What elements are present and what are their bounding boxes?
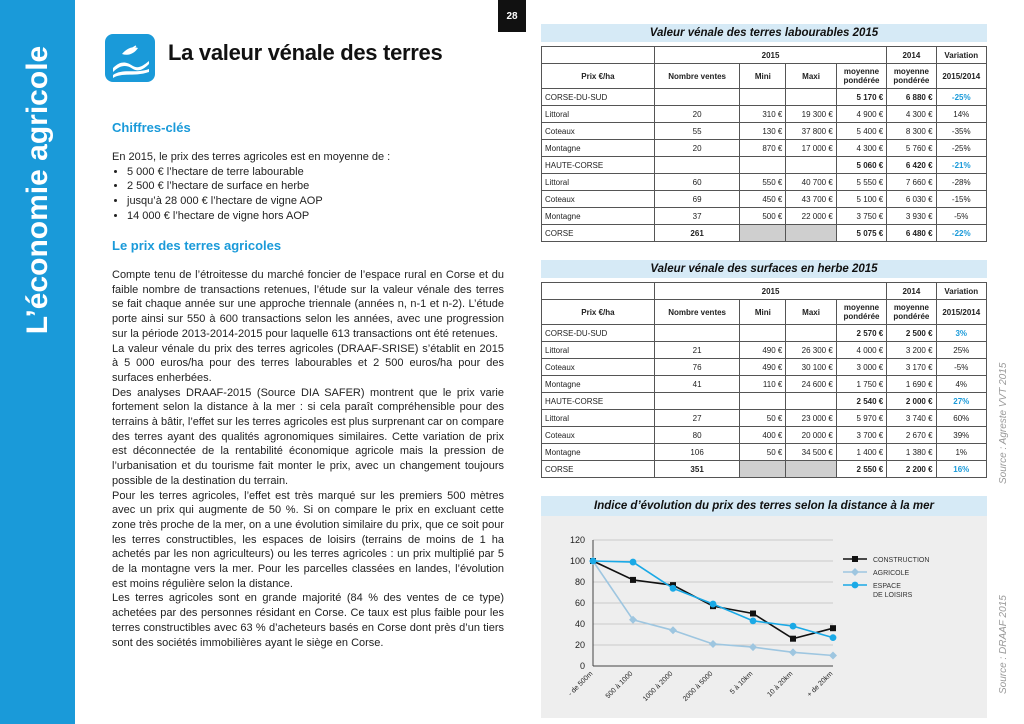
cell-moyenne-2014: 1 690 € (887, 376, 936, 393)
cell-moyenne-2015: 5 400 € (836, 123, 886, 140)
header-maxi: Maxi (786, 64, 836, 89)
cell-maxi (786, 393, 836, 410)
source-chart: Source : DRAAF 2015 (998, 595, 1009, 694)
header-2015: 2015 (654, 283, 886, 300)
key-figure-item: • 5 000 € l’hectare de terre labourable (127, 165, 504, 180)
cell-moyenne-2015: 5 550 € (836, 174, 886, 191)
cell-mini (740, 325, 786, 342)
cell-moyenne-2015: 5 100 € (836, 191, 886, 208)
legend-label: AGRICOLE (873, 570, 910, 577)
data-point (710, 601, 717, 608)
data-point (709, 640, 717, 648)
cell-mini: 500 € (740, 208, 786, 225)
cell-mini: 130 € (740, 123, 786, 140)
data-point (630, 577, 636, 583)
sidebar (0, 0, 75, 724)
cell-variation: -21% (936, 157, 986, 174)
data-point (790, 623, 797, 630)
cell-nombre-ventes: 76 (654, 359, 739, 376)
table-row (542, 325, 987, 342)
table-row (542, 157, 987, 174)
cell-moyenne-2015: 4 300 € (836, 140, 886, 157)
y-tick-label: 40 (574, 619, 585, 629)
x-tick-label: 5 à 10km (729, 670, 755, 696)
cell-moyenne-2015: 2 570 € (836, 325, 886, 342)
header-2015-2014: 2015/2014 (936, 300, 986, 325)
cell-nombre-ventes: 27 (654, 410, 739, 427)
cell-label: HAUTE-CORSE (542, 393, 655, 410)
cell-maxi (786, 325, 836, 342)
cell-moyenne-2014: 3 740 € (887, 410, 936, 427)
cell-variation: 39% (936, 427, 986, 444)
cell-variation: -22% (936, 225, 986, 242)
data-point (789, 648, 797, 656)
paragraph: Des analyses DRAAF-2015 (Source DIA SAFER) montrent que le prix varie fortement selon la distance à la mer : si cela paraît compréhensible pour des terrains à bâtir, l’effet sur les terres agricoles est plus surprenant car on compare des terres ayant des qualités agronomiques similaires. Cette variation de prix est déconnectée de la rentabilité économique agricole mais la pression de l’urbanisation et du tourisme fait monter le prix, avec un changement toujours possible de la destination du terrain. (112, 386, 504, 487)
table-herbe-title: Valeur vénale des surfaces en herbe 2015 (541, 260, 987, 278)
table-row (542, 410, 987, 427)
series-line (593, 561, 833, 638)
cell-label: Coteaux (542, 427, 655, 444)
cell-variation: 1% (936, 444, 986, 461)
page-number: 28 (498, 0, 526, 32)
field-logo-icon (105, 34, 155, 82)
chart-area (541, 516, 987, 718)
cell-variation: 4% (936, 376, 986, 393)
data-point (829, 652, 837, 660)
cell-moyenne-2015: 3 700 € (836, 427, 886, 444)
cell-nombre-ventes: 80 (654, 427, 739, 444)
table-row (542, 208, 987, 225)
data-point (830, 634, 837, 641)
cell-variation: -15% (936, 191, 986, 208)
cell-moyenne-2015: 5 170 € (836, 89, 886, 106)
table-row (542, 225, 987, 242)
paragraph: Compte tenu de l’étroitesse du marché foncier de l’espace rural en Corse et du faible nombre de transactions retenues, l’étude sur la valeur vénale des terres se fait chaque année sur une approche triennale (années n, n-1 et n-2). L’étude porte ainsi sur 550 à 600 transactions selon les années, avec une progression sur la période 2013-2014-2015 pour laquelle 613 transactions ont été retenues. (112, 269, 504, 340)
cell-mini: 450 € (740, 191, 786, 208)
cell-maxi: 22 000 € (786, 208, 836, 225)
cell-mini: 50 € (740, 444, 786, 461)
cell-maxi: 24 600 € (786, 376, 836, 393)
y-tick-label: 60 (574, 598, 585, 608)
legend-marker (852, 556, 858, 562)
cell-nombre-ventes: 20 (654, 106, 739, 123)
cell-mini (740, 89, 786, 106)
cell-maxi: 26 300 € (786, 342, 836, 359)
cell-nombre-ventes: 351 (654, 461, 739, 478)
cell-moyenne-2015: 5 060 € (836, 157, 886, 174)
legend-marker (852, 582, 859, 589)
x-tick-label: 1000 à 2000 (641, 670, 675, 703)
cell-mini (740, 225, 786, 242)
cell-mini: 110 € (740, 376, 786, 393)
x-tick-label: + de 20km (806, 670, 835, 699)
cell-variation: -35% (936, 123, 986, 140)
cell-moyenne-2015: 3 750 € (836, 208, 886, 225)
header-mini: Mini (740, 300, 786, 325)
cell-maxi: 17 000 € (786, 140, 836, 157)
cell-moyenne-2014: 8 300 € (887, 123, 936, 140)
cell-nombre-ventes (654, 89, 739, 106)
cell-maxi (786, 461, 836, 478)
cell-variation: 60% (936, 410, 986, 427)
legend-marker (851, 568, 859, 576)
cell-maxi: 34 500 € (786, 444, 836, 461)
header-moyenne-2014: moyenne pondérée (887, 64, 936, 89)
header-moyenne-2015: moyenne pondérée (836, 300, 886, 325)
cell-maxi: 40 700 € (786, 174, 836, 191)
cell-mini: 490 € (740, 359, 786, 376)
key-figure-item: • jusqu’à 28 000 € l’hectare de vigne AOP (127, 194, 504, 209)
cell-moyenne-2014: 2 500 € (887, 325, 936, 342)
cell-moyenne-2014: 7 660 € (887, 174, 936, 191)
cell-label: Montagne (542, 208, 655, 225)
y-tick-label: 120 (569, 535, 585, 545)
x-tick-label: 2000 à 5000 (681, 670, 715, 703)
cell-nombre-ventes (654, 325, 739, 342)
cell-moyenne-2014: 4 300 € (887, 106, 936, 123)
cell-moyenne-2015: 2 550 € (836, 461, 886, 478)
cell-variation: -25% (936, 140, 986, 157)
cell-label: Littoral (542, 342, 655, 359)
cell-moyenne-2015: 1 400 € (836, 444, 886, 461)
data-point (630, 559, 637, 566)
cell-moyenne-2015: 3 000 € (836, 359, 886, 376)
header-prix: Prix €/ha (542, 64, 655, 89)
cell-nombre-ventes: 60 (654, 174, 739, 191)
data-point (670, 585, 677, 592)
cell-moyenne-2014: 5 760 € (887, 140, 936, 157)
key-figures-list (112, 165, 504, 224)
header-maxi: Maxi (786, 300, 836, 325)
cell-label: Coteaux (542, 123, 655, 140)
paragraph: Pour les terres agricoles, l’effet est très marqué sur les premiers 500 mètres avec un prix qui augmente de 50 %. Si on compare le prix en excluant cette zone très proche de la mer, on a une évolution similaire du prix, que ce soit pour les terres constructibles, les espaces de loisirs (terrains de moins de 1 ha achetés par les non agriculteurs) ou les terres agricoles : un prix multiplié par 5 de la montagne vers la mer. Pour les parcelles classées en landes, l’évolution est moins régulière selon la distance. (112, 489, 504, 590)
header-moyenne-2014: moyenne pondérée (887, 300, 936, 325)
line-chart (541, 516, 987, 718)
cell-label: Montagne (542, 376, 655, 393)
table-row (542, 359, 987, 376)
table-herbe (541, 282, 987, 478)
data-point (750, 611, 756, 617)
y-tick-label: 20 (574, 640, 585, 650)
cell-variation: 3% (936, 325, 986, 342)
cell-nombre-ventes: 106 (654, 444, 739, 461)
cell-moyenne-2014: 3 930 € (887, 208, 936, 225)
cell-mini (740, 461, 786, 478)
cell-label: CORSE-DU-SUD (542, 89, 655, 106)
y-tick-label: 100 (569, 556, 585, 566)
table-row (542, 342, 987, 359)
key-figures-block (112, 150, 504, 224)
cell-label: HAUTE-CORSE (542, 157, 655, 174)
cell-nombre-ventes: 41 (654, 376, 739, 393)
cell-moyenne-2014: 3 200 € (887, 342, 936, 359)
cell-moyenne-2014: 6 030 € (887, 191, 936, 208)
cell-moyenne-2014: 6 480 € (887, 225, 936, 242)
cell-nombre-ventes: 37 (654, 208, 739, 225)
cell-variation: -25% (936, 89, 986, 106)
cell-mini (740, 157, 786, 174)
cell-moyenne-2015: 1 750 € (836, 376, 886, 393)
chart-title: Indice d’évolution du prix des terres selon la distance à la mer (541, 496, 987, 516)
cell-moyenne-2014: 2 200 € (887, 461, 936, 478)
cell-moyenne-2015: 4 900 € (836, 106, 886, 123)
header-variation: Variation (936, 283, 986, 300)
data-point (749, 643, 757, 651)
x-tick-label: 500 à 1000 (604, 670, 635, 701)
cell-label: Coteaux (542, 359, 655, 376)
header-2015-2014: 2015/2014 (936, 64, 986, 89)
section-body (112, 268, 504, 650)
header-prix: Prix €/ha (542, 300, 655, 325)
cell-nombre-ventes: 20 (654, 140, 739, 157)
header-nombre-ventes: Nombre ventes (654, 64, 739, 89)
paragraph: Les terres agricoles sont en grande majorité (84 % des ventes de ce type) achetées par des personnes résidant en Corse. Ce taux est plus faible pour les terres constructibles avec 63 % d’acheteurs basés en Corse dont près d’un tiers sont des sociétés immobilières ayant le siège en Corse. (112, 592, 504, 649)
table-row (542, 376, 987, 393)
header-moyenne-2015: moyenne pondérée (836, 64, 886, 89)
cell-maxi: 19 300 € (786, 106, 836, 123)
cell-moyenne-2014: 3 170 € (887, 359, 936, 376)
cell-mini (740, 393, 786, 410)
cell-nombre-ventes: 21 (654, 342, 739, 359)
table-row (542, 191, 987, 208)
y-tick-label: 0 (579, 661, 585, 671)
cell-moyenne-2015: 5 970 € (836, 410, 886, 427)
cell-nombre-ventes (654, 157, 739, 174)
cell-label: CORSE (542, 225, 655, 242)
cell-maxi (786, 89, 836, 106)
key-figure-item: • 14 000 € l’hectare de vigne hors AOP (127, 209, 504, 224)
cell-mini: 550 € (740, 174, 786, 191)
cell-label: Littoral (542, 174, 655, 191)
cell-nombre-ventes: 261 (654, 225, 739, 242)
cell-moyenne-2014: 6 420 € (887, 157, 936, 174)
cell-moyenne-2015: 2 540 € (836, 393, 886, 410)
cell-mini: 490 € (740, 342, 786, 359)
x-tick-label: - de 500m (567, 670, 595, 698)
cell-maxi: 37 800 € (786, 123, 836, 140)
cell-moyenne-2015: 5 075 € (836, 225, 886, 242)
cell-variation: 27% (936, 393, 986, 410)
table-row (542, 174, 987, 191)
cell-moyenne-2015: 4 000 € (836, 342, 886, 359)
table-labourables (541, 46, 987, 242)
cell-variation: 25% (936, 342, 986, 359)
legend-label: ESPACE (873, 583, 901, 590)
cell-maxi (786, 157, 836, 174)
cell-label: CORSE-DU-SUD (542, 325, 655, 342)
data-point (669, 626, 677, 634)
cell-variation: -5% (936, 359, 986, 376)
cell-maxi: 43 700 € (786, 191, 836, 208)
data-point (750, 617, 757, 624)
cell-label: Littoral (542, 410, 655, 427)
table-row (542, 140, 987, 157)
table-row (542, 427, 987, 444)
cell-nombre-ventes (654, 393, 739, 410)
data-point (830, 625, 836, 631)
cell-maxi: 20 000 € (786, 427, 836, 444)
table-row (542, 393, 987, 410)
sidebar-label: L’économie agricole (21, 45, 54, 335)
table-row (542, 89, 987, 106)
table-labourables-title: Valeur vénale des terres labourables 2015 (541, 24, 987, 42)
cell-label: Montagne (542, 140, 655, 157)
cell-mini: 310 € (740, 106, 786, 123)
header-2014: 2014 (887, 47, 936, 64)
table-row (542, 444, 987, 461)
table-row (542, 106, 987, 123)
legend-label: CONSTRUCTION (873, 557, 930, 564)
cell-label: Montagne (542, 444, 655, 461)
cell-maxi: 23 000 € (786, 410, 836, 427)
data-point (790, 636, 796, 642)
cell-moyenne-2014: 2 670 € (887, 427, 936, 444)
key-figures-intro: En 2015, le prix des terres agricoles est en moyenne de : (112, 151, 391, 163)
cell-variation: 16% (936, 461, 986, 478)
source-tables: Source : Agreste VVT 2015 (998, 362, 1009, 484)
header-2014: 2014 (887, 283, 936, 300)
y-tick-label: 80 (574, 577, 585, 587)
cell-nombre-ventes: 55 (654, 123, 739, 140)
cell-maxi (786, 225, 836, 242)
key-figure-item: • 2 500 € l’hectare de surface en herbe (127, 179, 504, 194)
table-row (542, 461, 987, 478)
cell-moyenne-2014: 2 000 € (887, 393, 936, 410)
cell-variation: 14% (936, 106, 986, 123)
cell-variation: -5% (936, 208, 986, 225)
cell-label: CORSE (542, 461, 655, 478)
header-variation: Variation (936, 47, 986, 64)
header-mini: Mini (740, 64, 786, 89)
page-title: La valeur vénale des terres (168, 40, 443, 65)
cell-mini: 50 € (740, 410, 786, 427)
header-nombre-ventes: Nombre ventes (654, 300, 739, 325)
cell-maxi: 30 100 € (786, 359, 836, 376)
x-tick-label: 10 à 20km (766, 670, 795, 699)
header-2015: 2015 (654, 47, 886, 64)
cell-variation: -28% (936, 174, 986, 191)
key-figures-heading: Chiffres-clés (112, 120, 191, 135)
data-point (590, 558, 597, 565)
paragraph: La valeur vénale du prix des terres agricoles (DRAAF-SRISE) s’établit en 2015 à 5 000 euros/ha pour des terres labourables et 2 500 euros/ha pour des surfaces enherbées. (112, 342, 504, 384)
cell-moyenne-2014: 1 380 € (887, 444, 936, 461)
section-heading: Le prix des terres agricoles (112, 238, 282, 253)
cell-nombre-ventes: 69 (654, 191, 739, 208)
cell-mini: 870 € (740, 140, 786, 157)
legend-label: DE LOISIRS (873, 592, 913, 599)
cell-label: Littoral (542, 106, 655, 123)
cell-label: Coteaux (542, 191, 655, 208)
table-row (542, 123, 987, 140)
cell-mini: 400 € (740, 427, 786, 444)
cell-moyenne-2014: 6 880 € (887, 89, 936, 106)
